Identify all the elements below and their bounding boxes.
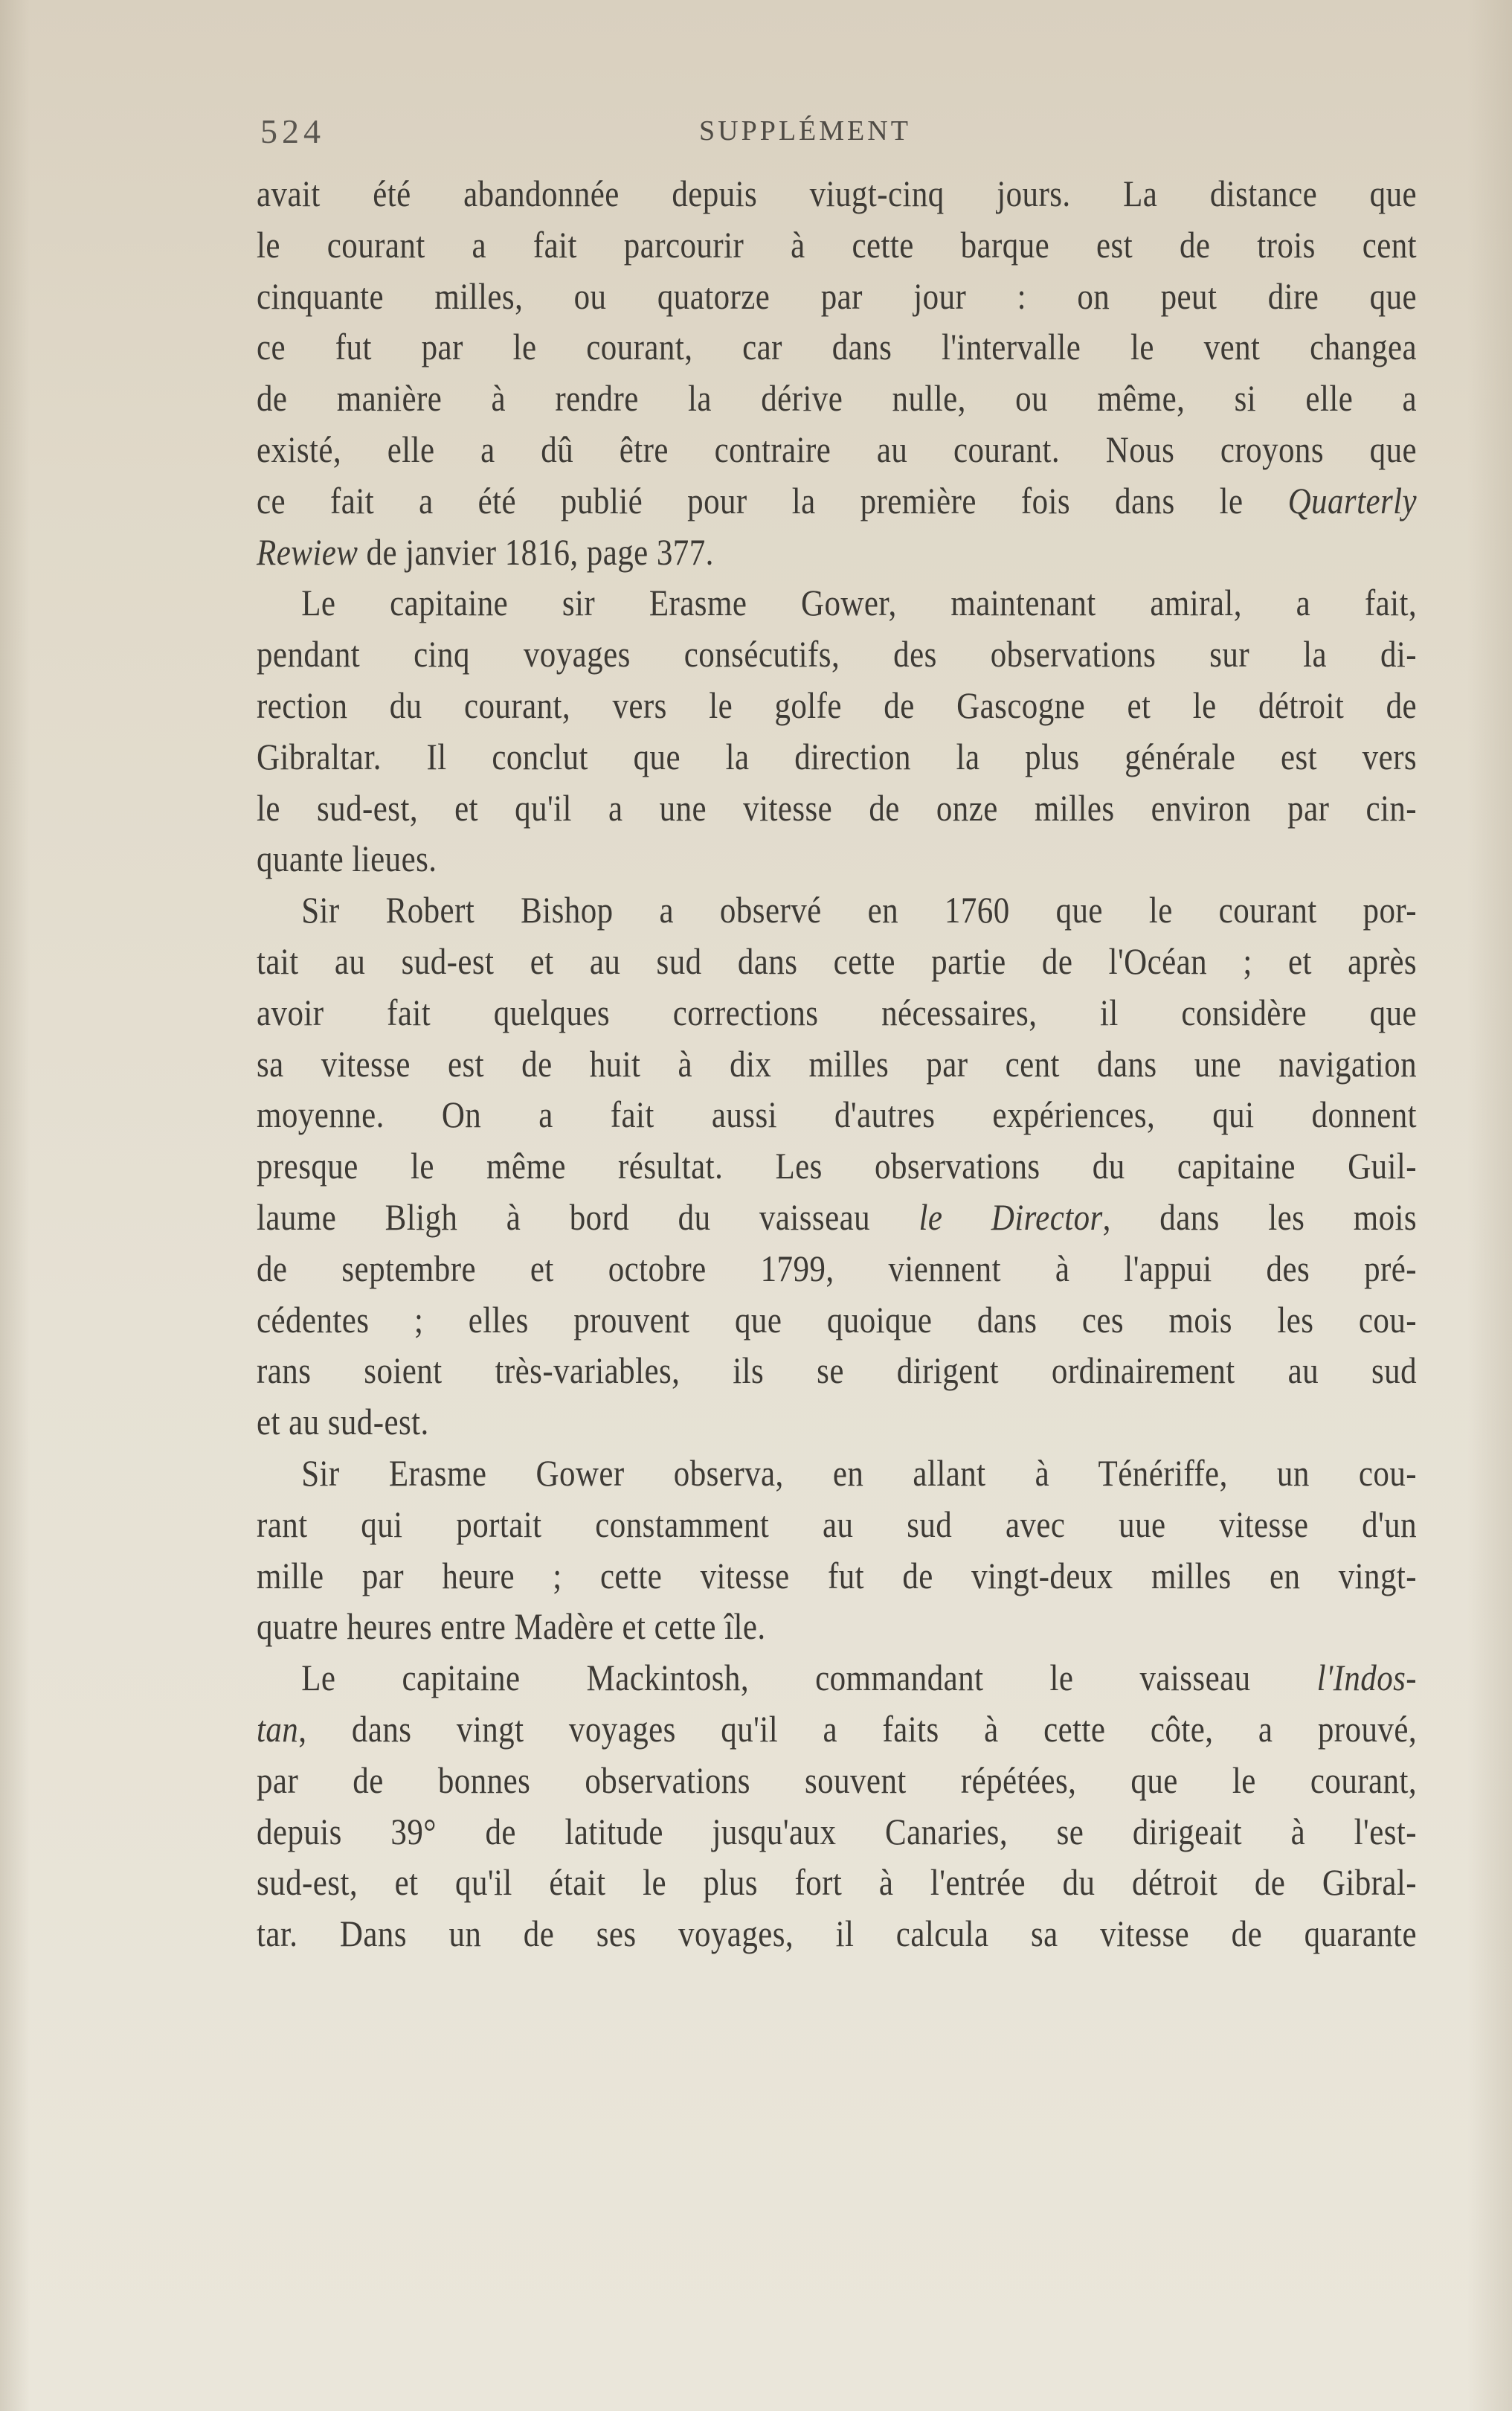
text-line xyxy=(257,1192,1417,1243)
text-line: mille par heure ; cette vitesse fut de vingt-deux milles en vingt- xyxy=(257,1554,1418,1596)
text-line: le courant a fait parcourir à cette barque est de trois cent xyxy=(257,223,1418,266)
italic-ship-name: l'Indos- xyxy=(1316,1657,1418,1699)
text-line: presque le même résultat. Les observations du capitaine Guil- xyxy=(257,1145,1418,1187)
text-line: existé, elle a dû être contraire au courant. Nous croyons que xyxy=(257,428,1418,470)
text-line: rant qui portait constamment au sud avec uue vitesse d'un xyxy=(257,1503,1418,1545)
text-line: et au sud-est. xyxy=(257,1401,429,1443)
text-line: quante lieues. xyxy=(257,838,437,880)
text-line xyxy=(257,475,1417,527)
text-line: rection du courant, vers le golfe de Gascogne et le détroit de xyxy=(257,684,1418,726)
text-run: de janvier 1816, page 377. xyxy=(358,530,714,573)
text-line: avoir fait quelques corrections nécessaires, il considère que xyxy=(257,991,1418,1033)
page-edge-shadow-left xyxy=(0,0,30,2411)
text-line: quatre heures entre Madère et cette île. xyxy=(257,1605,766,1648)
text-line: Gibraltar. Il conclut que la direction la plus générale est vers xyxy=(257,735,1418,777)
text-line: pendant cinq voyages consécutifs, des observations sur la di- xyxy=(257,633,1418,675)
paragraph-start: Sir Robert Bishop a observé en 1760 que le courant por- xyxy=(301,889,1418,931)
text-line: rans soient très-variables, ils se dirigent ordinairement au sud xyxy=(257,1349,1418,1392)
page-edge-shadow-right xyxy=(1467,0,1512,2411)
running-title: SUPPLÉMENT xyxy=(699,115,911,147)
text-run: laume Bligh à bord du vaisseau xyxy=(257,1195,919,1238)
text-run: , dans les mois xyxy=(1102,1195,1418,1238)
paragraph-start: Le capitaine sir Erasme Gower, maintenant amiral, a fait, xyxy=(301,582,1418,624)
text-line xyxy=(257,527,1417,578)
text-line: avait été abandonnée depuis viugt-cinq jours. La distance que xyxy=(257,173,1418,214)
paragraph-start xyxy=(257,1652,1417,1704)
text-line: sa vitesse est de huit à dix milles par cent dans une navigation xyxy=(257,1042,1418,1085)
text-line: de manière à rendre la dérive nulle, ou même, si elle a xyxy=(257,377,1418,420)
text-line: moyenne. On a fait aussi d'autres expériences, qui donnent xyxy=(257,1094,1418,1136)
text-line: depuis 39° de latitude jusqu'aux Canaries, se dirigeait à l'est- xyxy=(257,1810,1418,1852)
running-head xyxy=(260,112,1413,156)
text-line: par de bonnes observations souvent répétées, que le courant, xyxy=(257,1759,1418,1801)
italic-ship-name: tan xyxy=(257,1707,299,1750)
italic-ship-name: le Director xyxy=(919,1195,1103,1238)
text-line: tait au sud-est et au sud dans cette partie de l'Océan ; et après xyxy=(257,940,1418,982)
page-number: 524 xyxy=(260,112,325,150)
italic-title-review: Rewiew xyxy=(257,530,358,573)
text-line: le sud-est, et qu'il a une vitesse de onze milles environ par cin- xyxy=(257,786,1418,829)
text-run: , dans vingt voyages qu'il a faits à cette côte, a prouvé, xyxy=(298,1707,1418,1750)
text-run: Le capitaine Mackintosh, commandant le vaisseau xyxy=(301,1657,1317,1699)
text-line: de septembre et octobre 1799, viennent à l'appui des pré- xyxy=(257,1247,1418,1289)
text-line: cinquante milles, ou quatorze par jour : on peut dire que xyxy=(257,275,1418,317)
text-line: ce fut par le courant, car dans l'intervalle le vent changea xyxy=(257,326,1418,368)
text-line xyxy=(257,1704,1417,1755)
text-line: cédentes ; elles prouvent que quoique dans ces mois les cou- xyxy=(257,1298,1418,1341)
paragraph-start: Sir Erasme Gower observa, en allant à Ténériffe, un cou- xyxy=(301,1451,1418,1494)
text-line: sud-est, et qu'il était le plus fort à l'entrée du détroit de Gibral- xyxy=(257,1861,1418,1904)
italic-title-quarterly: Quarterly xyxy=(1287,479,1418,521)
text-line: tar. Dans un de ses voyages, il calcula sa vitesse de quarante xyxy=(257,1913,1418,1955)
text-run: ce fait a été publié pour la première fois dans le xyxy=(257,479,1288,521)
body-text xyxy=(257,168,1417,1959)
